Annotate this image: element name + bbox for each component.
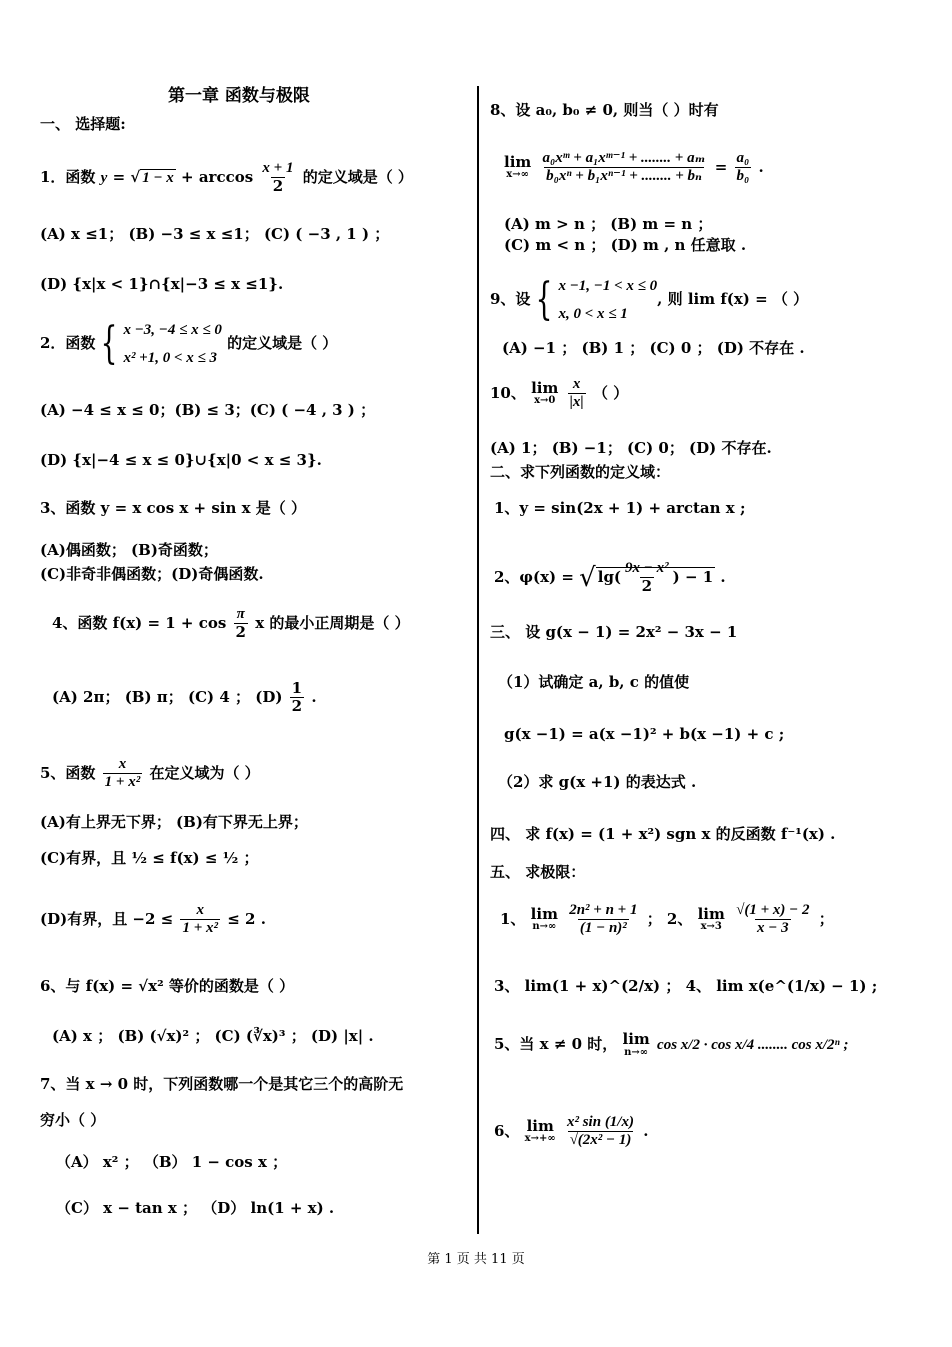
question-3: 3、函数 y = x cos x + sin x 是（ ）	[40, 499, 306, 517]
question-6-options: (A) x ； (B) (√x)² ； (C) (∛x)³ ； (D) |x| .	[52, 1027, 374, 1045]
question-3-options-a: (A)偶函数； (B)奇函数；	[40, 541, 218, 559]
question-5-options-d: (D)有界，且 −2 ≤ $\frac{x}{\text{1 + x²}}$ ≤ 2 .	[40, 902, 266, 937]
question-2: 2．函数 { x −3, −4 ≤ x ≤ 0 x² +1, 0 < x ≤ 3 的定义域是（ ）	[40, 318, 338, 369]
left-column	[40, 84, 470, 1234]
section-five-heading: 五、 求极限：	[490, 863, 586, 881]
section-three-part-1: （1）试确定 a, b, c 的值使	[498, 673, 690, 691]
question-2-options-a: (A) −4 ≤ x ≤ 0；(B) ≤ 3；(C) ( −4 , 3 ) ；	[40, 401, 376, 419]
question-8: 8、设 a₀, b₀ ≠ 0, 则当（ ）时有	[490, 101, 719, 119]
section-choice-heading: 一、 选择题:	[40, 115, 126, 133]
domain-problem-1: 1、y = sin(2x + 1) + arctan x ;	[494, 499, 746, 517]
question-1-options-d: (D) {x|x < 1}∩{x|−3 ≤ x ≤1}.	[40, 275, 284, 293]
question-1: 1．函数 y = √ 1 − x + arccos $\frac{x + 1}{2}$ 的定义域是（ ）	[40, 160, 413, 196]
question-6: 6、与 f(x) = √x² 等价的函数是（ ）	[40, 977, 295, 995]
page-footer: 第 1 页 共 11 页	[427, 1252, 525, 1267]
limit-problems-1-2: 1、 lim n→∞ $\frac{\text{2n² + n + 1}}{\text{(1 − n)²}}$ ； 2、 lim x→3 $\frac{√(1 + x) - 2}{x - 3}$ ；	[500, 902, 834, 937]
question-7-options-a: （A） x² ； （B） 1 − cos x ；	[56, 1153, 288, 1171]
limit-problems-3-4: 3、 lim(1 + x)^(2/x) ； 4、 lim x(e^(1/x) − 1) ;	[494, 977, 878, 995]
question-2-options-d: (D) {x|−4 ≤ x ≤ 0}∪{x|0 < x ≤ 3}.	[40, 451, 322, 469]
chapter-title: 第一章 函数与极限	[168, 86, 310, 106]
domain-problem-2: 2、φ(x) = √ lg( $\frac{\text{9x − x²}}{2}$ ) − 1 .	[494, 560, 726, 596]
question-9: 9、设 { x −1, −1 < x ≤ 0 x, 0 < x ≤ 1 , 则 lim f(x) = （ ）	[490, 274, 809, 325]
question-8-options-c: (C) m < n ； (D) m , n 任意取 .	[504, 236, 747, 254]
question-5-options-a: (A)有上界无下界； (B)有下界无上界；	[40, 813, 308, 831]
section-four: 四、 求 f(x) = (1 + x²) sgn x 的反函数 f⁻¹(x) .	[490, 825, 836, 843]
section-three-equation: g(x −1) = a(x −1)² + b(x −1) + c ;	[504, 725, 785, 743]
question-7-line-2: 穷小（ ）	[40, 1111, 106, 1129]
question-4: 4、函数 f(x) = 1 + cos $\frac{\pi}{2}$ x 的最小正周期是（ ）	[52, 606, 410, 642]
question-3-options-c: (C)非奇非偶函数；(D)奇偶函数.	[40, 565, 264, 583]
question-8-options-a: (A) m > n ； (B) m = n ；	[504, 215, 713, 233]
limit-problem-6: 6、 lim x→+∞ $\frac{\text{x² sin (1/x)}}{\text{√(2x² − 1)}}$ .	[494, 1114, 649, 1149]
question-4-options: (A) 2π； (B) π； (C) 4 ； (D) $\frac{1}{2}$ .	[52, 679, 317, 716]
limit-problem-5: 5、当 x ≠ 0 时， lim n→∞ cos x/2 · cos x/4 ........ cos x/2ⁿ ;	[494, 1030, 849, 1058]
question-10-options: (A) 1； (B) −1； (C) 0； (D) 不存在.	[490, 439, 772, 457]
right-column	[490, 84, 930, 1234]
question-7-line-1: 7、当 x → 0 时，下列函数哪一个是其它三个的高阶无	[40, 1075, 404, 1093]
question-5-options-c: (C)有界，且 ½ ≤ f(x) ≤ ½ ；	[40, 849, 259, 867]
question-5: 5、函数 $\frac{x}{\text{1 + x²}}$ 在定义域为（ ）	[40, 756, 260, 791]
question-8-limit: lim x→∞ $\frac{\text{a₀xᵐ + a₁xᵐ⁻¹ + ........ + aₘ}}{\text{b₀xⁿ + b₁xⁿ⁻¹ + ........ + bₙ}}$ = $\frac{\text{a₀}}{\text{b₀}}$ .	[504, 150, 764, 185]
column-divider	[477, 86, 479, 1234]
question-7-options-c: （C） x − tan x ； （D） ln(1 + x) .	[56, 1199, 335, 1217]
question-9-options: (A) −1 ； (B) 1 ； (C) 0 ； (D) 不存在 .	[502, 339, 805, 357]
section-three-heading: 三、 设 g(x − 1) = 2x² − 3x − 1	[490, 623, 738, 641]
question-1-options-a: (A) x ≤1； (B) −3 ≤ x ≤1； (C) ( −3 , 1 ) ；	[40, 225, 390, 243]
section-three-part-2: （2）求 g(x +1) 的表达式 .	[498, 773, 697, 791]
section-domain-heading: 二、求下列函数的定义域：	[490, 463, 671, 481]
question-10: 10、 lim x→0 $\frac{x}{|x|}$ （ ）	[490, 376, 629, 411]
